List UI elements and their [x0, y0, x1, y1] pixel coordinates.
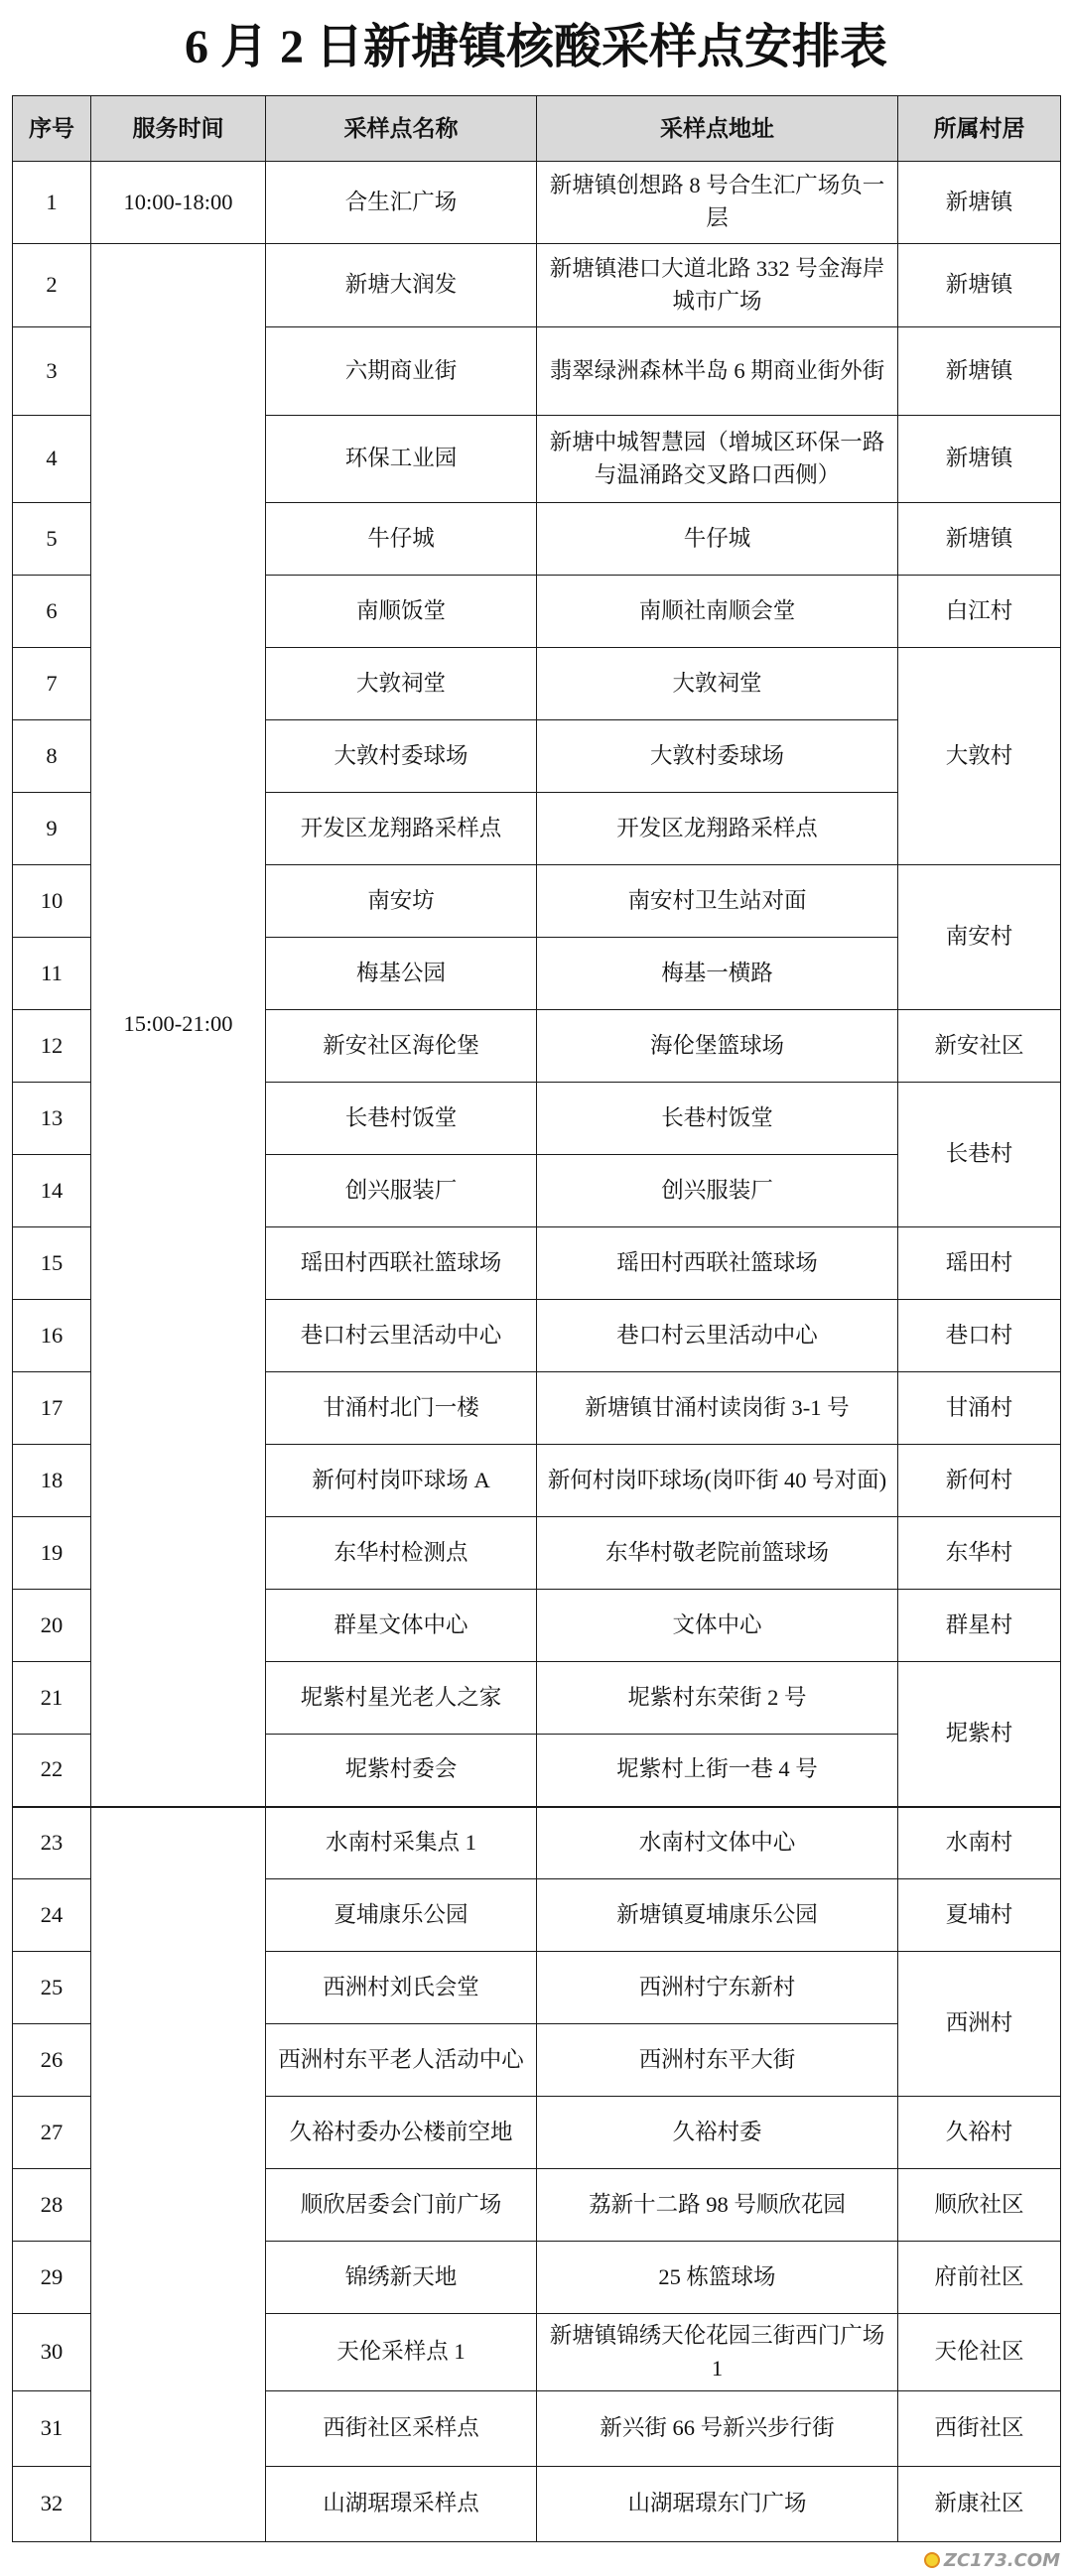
cell-site-address: 南安村卫生站对面	[537, 865, 898, 938]
cell-village: 白江村	[898, 576, 1061, 648]
cell-site-name: 甘涌村北门一楼	[266, 1372, 537, 1445]
cell-village: 新塘镇	[898, 162, 1061, 244]
cell-seq: 20	[13, 1590, 91, 1662]
cell-site-name: 山湖琚璟采样点	[266, 2467, 537, 2542]
cell-seq: 1	[13, 162, 91, 244]
cell-village: 新塘镇	[898, 327, 1061, 416]
cell-site-address: 牛仔城	[537, 503, 898, 576]
cell-seq: 7	[13, 648, 91, 720]
cell-village: 新何村	[898, 1445, 1061, 1517]
cell-site-name: 巷口村云里活动中心	[266, 1300, 537, 1372]
cell-seq: 30	[13, 2314, 91, 2391]
cell-site-address: 25 栋篮球场	[537, 2242, 898, 2314]
cell-village: 群星村	[898, 1590, 1061, 1662]
cell-village: 久裕村	[898, 2097, 1061, 2169]
cell-site-name: 六期商业街	[266, 327, 537, 416]
cell-site-address: 东华村敬老院前篮球场	[537, 1517, 898, 1590]
cell-seq: 32	[13, 2467, 91, 2542]
cell-seq: 3	[13, 327, 91, 416]
cell-site-name: 坭紫村委会	[266, 1735, 537, 1807]
cell-site-address: 西洲村东平大街	[537, 2024, 898, 2097]
cell-seq: 19	[13, 1517, 91, 1590]
cell-service-time: 10:00-18:00	[91, 162, 266, 244]
cell-village: 新塘镇	[898, 244, 1061, 327]
cell-site-address: 坭紫村东荣街 2 号	[537, 1662, 898, 1735]
cell-site-address: 长巷村饭堂	[537, 1083, 898, 1155]
cell-site-name: 西街社区采样点	[266, 2391, 537, 2467]
cell-site-address: 梅基一横路	[537, 938, 898, 1010]
cell-seq: 15	[13, 1227, 91, 1300]
cell-site-name: 瑶田村西联社篮球场	[266, 1227, 537, 1300]
cell-site-name: 开发区龙翔路采样点	[266, 793, 537, 865]
cell-seq: 9	[13, 793, 91, 865]
cell-site-address: 海伦堡篮球场	[537, 1010, 898, 1083]
cell-site-address: 新塘镇甘涌村读岗街 3-1 号	[537, 1372, 898, 1445]
cell-village: 坭紫村	[898, 1662, 1061, 1807]
cell-site-name: 久裕村委办公楼前空地	[266, 2097, 537, 2169]
cell-village: 天伦社区	[898, 2314, 1061, 2391]
cell-site-name: 创兴服装厂	[266, 1155, 537, 1227]
cell-site-address: 荔新十二路 98 号顺欣花园	[537, 2169, 898, 2242]
cell-site-name: 水南村采集点 1	[266, 1807, 537, 1879]
cell-service-time: 15:00-21:00	[91, 244, 266, 1807]
cell-seq: 5	[13, 503, 91, 576]
cell-seq: 6	[13, 576, 91, 648]
cell-seq: 26	[13, 2024, 91, 2097]
cell-village: 巷口村	[898, 1300, 1061, 1372]
cell-village: 长巷村	[898, 1083, 1061, 1227]
header-service-time: 服务时间	[91, 96, 266, 162]
cell-seq: 12	[13, 1010, 91, 1083]
cell-village: 新塘镇	[898, 416, 1061, 503]
cell-seq: 18	[13, 1445, 91, 1517]
schedule-table	[12, 95, 1061, 2542]
cell-site-address: 山湖琚璟东门广场	[537, 2467, 898, 2542]
cell-seq: 25	[13, 1952, 91, 2024]
cell-site-address: 久裕村委	[537, 2097, 898, 2169]
cell-village: 瑶田村	[898, 1227, 1061, 1300]
cell-site-name: 夏埔康乐公园	[266, 1879, 537, 1952]
cell-site-address: 新塘镇锦绣天伦花园三街西门广场 1	[537, 2314, 898, 2391]
watermark-logo-icon	[924, 2552, 940, 2568]
table-row	[13, 162, 1061, 244]
header-site-name: 采样点名称	[266, 96, 537, 162]
cell-seq: 21	[13, 1662, 91, 1735]
cell-site-name: 顺欣居委会门前广场	[266, 2169, 537, 2242]
cell-seq: 24	[13, 1879, 91, 1952]
cell-site-address: 新塘镇夏埔康乐公园	[537, 1879, 898, 1952]
cell-seq: 8	[13, 720, 91, 793]
cell-seq: 11	[13, 938, 91, 1010]
cell-site-name: 东华村检测点	[266, 1517, 537, 1590]
header-site-address: 采样点地址	[537, 96, 898, 162]
cell-seq: 31	[13, 2391, 91, 2467]
cell-village: 新康社区	[898, 2467, 1061, 2542]
cell-site-name: 牛仔城	[266, 503, 537, 576]
cell-site-address: 新何村岗吓球场(岗吓街 40 号对面)	[537, 1445, 898, 1517]
cell-site-name: 新何村岗吓球场 A	[266, 1445, 537, 1517]
page-title: 6 月 2 日新塘镇核酸采样点安排表	[184, 21, 887, 73]
cell-site-address: 文体中心	[537, 1590, 898, 1662]
cell-site-name: 梅基公园	[266, 938, 537, 1010]
cell-village: 大敦村	[898, 648, 1061, 865]
cell-site-address: 水南村文体中心	[537, 1807, 898, 1879]
cell-site-name: 环保工业园	[266, 416, 537, 503]
cell-site-address: 新塘镇港口大道北路 332 号金海岸城市广场	[537, 244, 898, 327]
cell-village: 夏埔村	[898, 1879, 1061, 1952]
cell-village: 顺欣社区	[898, 2169, 1061, 2242]
cell-seq: 23	[13, 1807, 91, 1879]
cell-site-name: 西洲村东平老人活动中心	[266, 2024, 537, 2097]
cell-village: 水南村	[898, 1807, 1061, 1879]
cell-site-name: 南顺饭堂	[266, 576, 537, 648]
cell-site-address: 翡翠绿洲森林半岛 6 期商业街外街	[537, 327, 898, 416]
header-village: 所属村居	[898, 96, 1061, 162]
cell-site-address: 创兴服装厂	[537, 1155, 898, 1227]
cell-seq: 4	[13, 416, 91, 503]
cell-seq: 2	[13, 244, 91, 327]
cell-site-name: 合生汇广场	[266, 162, 537, 244]
cell-site-name: 群星文体中心	[266, 1590, 537, 1662]
cell-site-name: 南安坊	[266, 865, 537, 938]
cell-site-name: 长巷村饭堂	[266, 1083, 537, 1155]
cell-village: 新塘镇	[898, 503, 1061, 576]
watermark-text: ZC173.COM	[943, 2549, 1060, 2571]
cell-site-name: 新安社区海伦堡	[266, 1010, 537, 1083]
cell-seq: 22	[13, 1735, 91, 1807]
schedule-table-body	[13, 162, 1061, 2542]
cell-village: 甘涌村	[898, 1372, 1061, 1445]
header-seq: 序号	[13, 96, 91, 162]
cell-site-name: 天伦采样点 1	[266, 2314, 537, 2391]
cell-seq: 14	[13, 1155, 91, 1227]
cell-site-address: 新塘镇创想路 8 号合生汇广场负一层	[537, 162, 898, 244]
cell-seq: 17	[13, 1372, 91, 1445]
watermark	[924, 2548, 1060, 2572]
cell-site-name: 坭紫村星光老人之家	[266, 1662, 537, 1735]
cell-seq: 10	[13, 865, 91, 938]
table-header-row	[13, 96, 1061, 162]
cell-village: 南安村	[898, 865, 1061, 1010]
cell-seq: 16	[13, 1300, 91, 1372]
cell-site-address: 坭紫村上街一巷 4 号	[537, 1735, 898, 1807]
cell-site-address: 新兴街 66 号新兴步行街	[537, 2391, 898, 2467]
cell-village: 西洲村	[898, 1952, 1061, 2097]
cell-site-address: 大敦祠堂	[537, 648, 898, 720]
cell-seq: 29	[13, 2242, 91, 2314]
cell-site-address: 南顺社南顺会堂	[537, 576, 898, 648]
cell-site-name: 西洲村刘氏会堂	[266, 1952, 537, 2024]
table-row	[13, 1807, 1061, 1879]
cell-village: 新安社区	[898, 1010, 1061, 1083]
table-row	[13, 244, 1061, 327]
cell-site-name: 新塘大润发	[266, 244, 537, 327]
cell-site-address: 大敦村委球场	[537, 720, 898, 793]
cell-village: 西街社区	[898, 2391, 1061, 2467]
cell-village: 府前社区	[898, 2242, 1061, 2314]
cell-village: 东华村	[898, 1517, 1061, 1590]
cell-site-address: 新塘中城智慧园（增城区环保一路与温涌路交叉路口西侧）	[537, 416, 898, 503]
cell-site-address: 开发区龙翔路采样点	[537, 793, 898, 865]
cell-site-name: 大敦村委球场	[266, 720, 537, 793]
cell-seq: 28	[13, 2169, 91, 2242]
cell-site-address: 瑶田村西联社篮球场	[537, 1227, 898, 1300]
cell-service-time-empty	[91, 1807, 266, 2542]
cell-site-name: 锦绣新天地	[266, 2242, 537, 2314]
cell-site-address: 巷口村云里活动中心	[537, 1300, 898, 1372]
cell-seq: 27	[13, 2097, 91, 2169]
cell-site-name: 大敦祠堂	[266, 648, 537, 720]
cell-site-address: 西洲村宁东新村	[537, 1952, 898, 2024]
cell-seq: 13	[13, 1083, 91, 1155]
